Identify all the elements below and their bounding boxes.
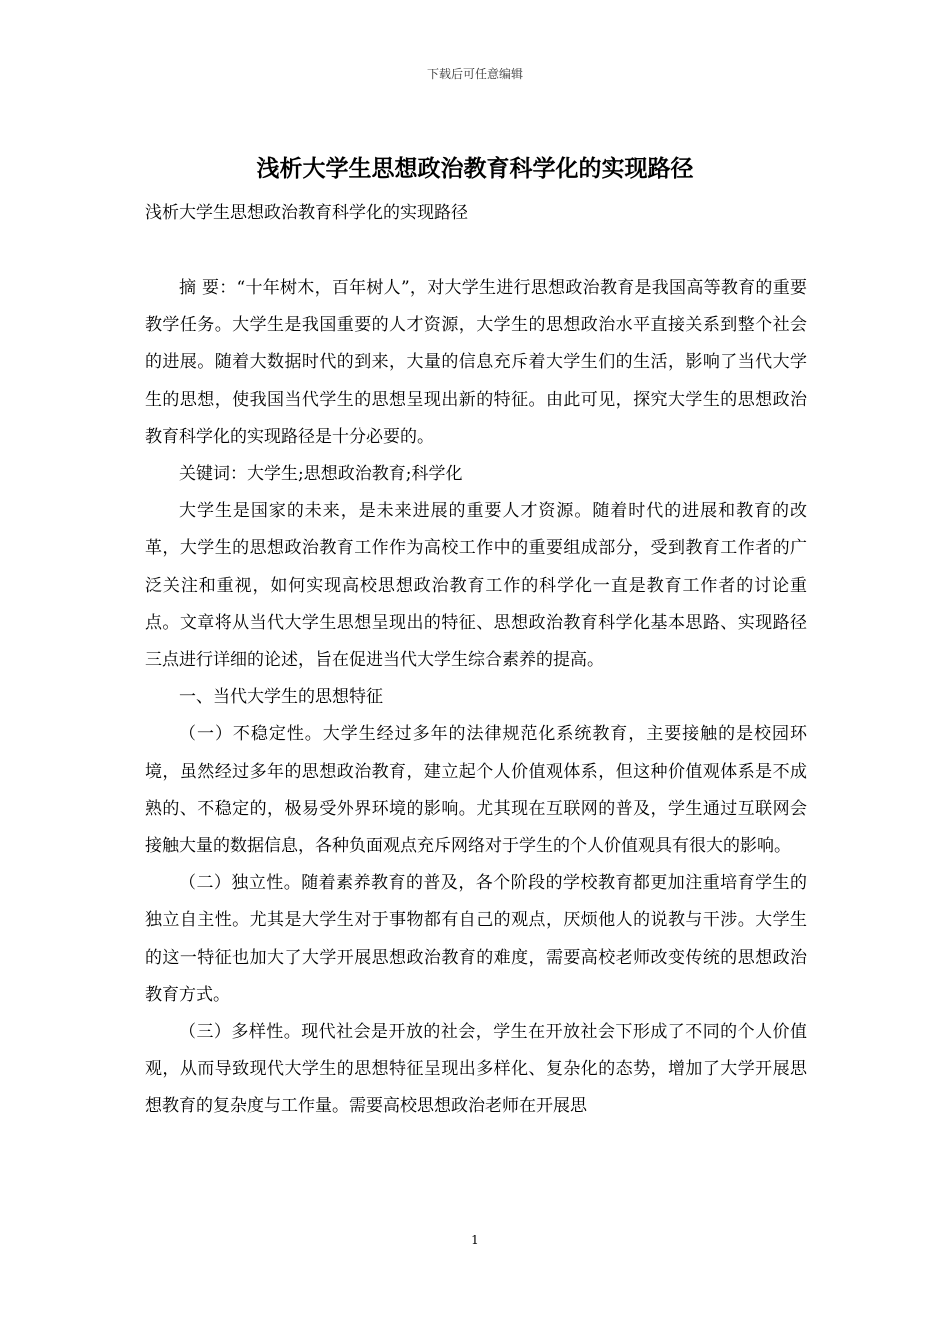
- keywords-paragraph: 关键词：大学生;思想政治教育;科学化: [179, 464, 463, 485]
- subsection-independence-paragraph: （二）独立性。随着素养教育的普及，各个阶段的学校教育都更加注重培育学生的独立自主性。尤其是大学生对于事物都有自己的观点，厌烦他人的说教与干涉。大学生的这一特征也加大了大学开展思想政治教育的难度，需要高校老师改变传统的思想政治教育方式。: [145, 873, 807, 1005]
- document-subtitle: 浅析大学生思想政治教育科学化的实现路径: [145, 203, 468, 223]
- header-note: 下载后可任意编辑: [426, 67, 523, 81]
- abstract-paragraph: 摘 要：“十年树木，百年树人”，对大学生进行思想政治教育是我国高等教育的重要教学任务。大学生是我国重要的人才资源，大学生的思想政治水平直接关系到整个社会的进展。随着大数据时代的到来，大量的信息充斥着大学生们的生活，影响了当代大学生的思想，使我国当代学生的思想呈现出新的特征。由此可见，探究大学生的思想政治教育科学化的实现路径是十分必要的。: [145, 278, 807, 447]
- subsection-instability-paragraph: （一）不稳定性。大学生经过多年的法律规范化系统教育，主要接触的是校园环境，虽然经过多年的思想政治教育，建立起个人价值观体系，但这种价值观体系是不成熟的、不稳定的，极易受外界环境的影响。尤其现在互联网的普及，学生通过互联网会接触大量的数据信息，各种负面观点充斥网络对于学生的个人价值观具有很大的影响。: [145, 724, 807, 857]
- intro-paragraph: 大学生是国家的未来，是未来进展的重要人才资源。随着时代的进展和教育的改革，大学生的思想政治教育工作作为高校工作中的重要组成部分，受到教育工作者的广泛关注和重视，如何实现高校思想政治教育工作的科学化一直是教育工作者的讨论重点。文章将从当代大学生思想呈现出的特征、思想政治教育科学化基本思路、实现路径三点进行详细的论述，旨在促进当代大学生综合素养的提高。: [145, 501, 807, 671]
- page-number: 1: [471, 1233, 479, 1247]
- section-heading-1: 一、当代大学生的思想特征: [179, 687, 383, 708]
- document-body: [145, 270, 807, 1126]
- subsection-diversity-paragraph: （三）多样性。现代社会是开放的社会，学生在开放社会下形成了不同的个人价值观，从而导致现代大学生的思想特征呈现出多样化、复杂化的态势，增加了大学开展思想教育的复杂度与工作量。需要高校思想政治老师在开展思: [145, 1022, 807, 1117]
- document-title: 浅析大学生思想政治教育科学化的实现路径: [256, 156, 694, 182]
